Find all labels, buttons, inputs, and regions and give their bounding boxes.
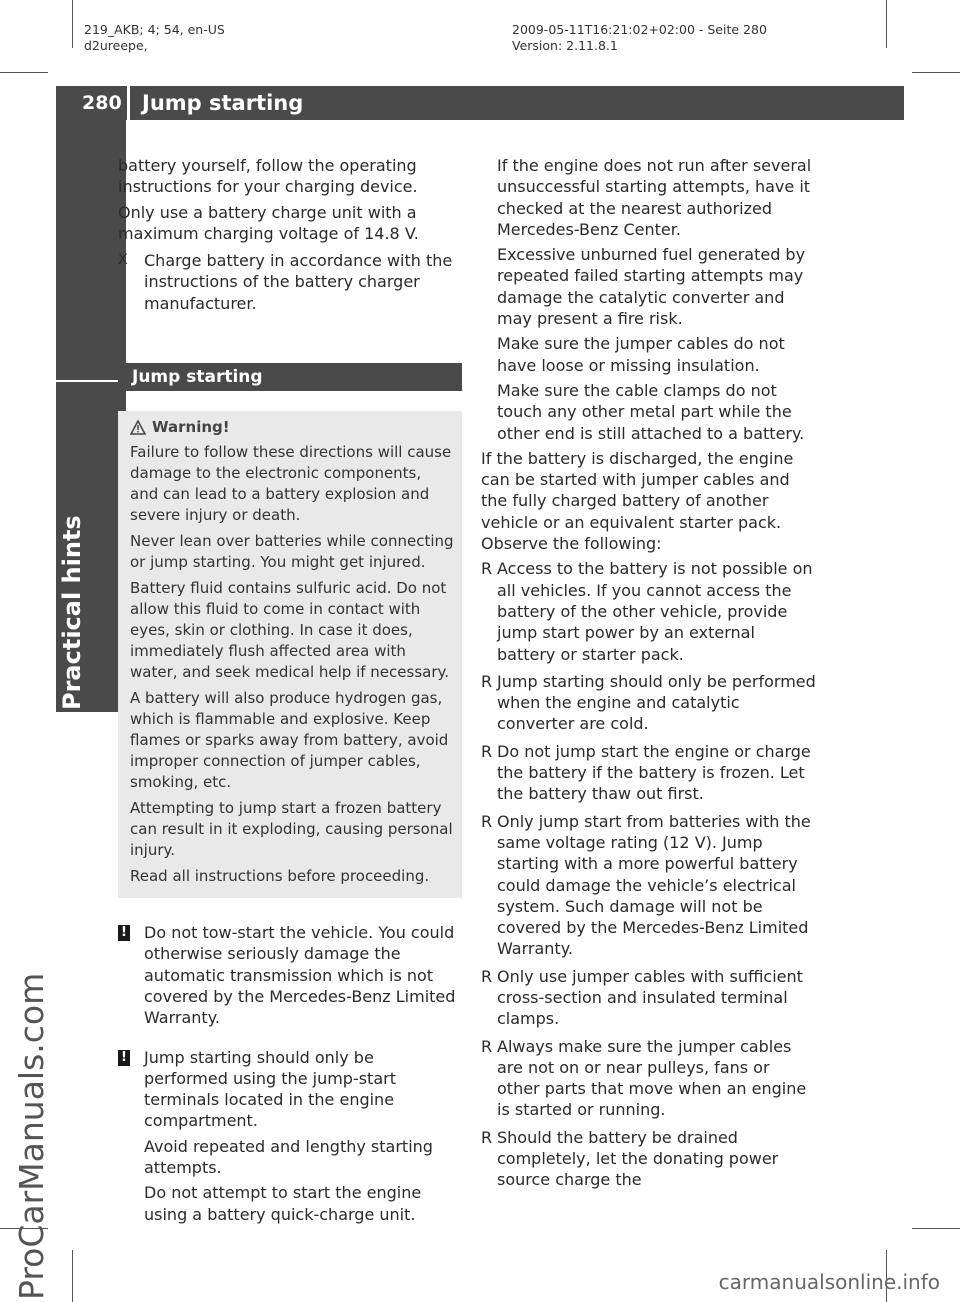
paragraph: Excessive unburned fuel generated by repeated failed starting attempts may damage the catalytic converter and may present a fire risk. xyxy=(497,245,806,329)
indented-notes xyxy=(481,155,816,444)
list-item xyxy=(481,558,816,664)
list-item xyxy=(481,1036,816,1121)
crop-mark xyxy=(912,1228,960,1229)
bullet-icon: R xyxy=(481,1036,493,1056)
note-text: Avoid repeated and lengthy starting attempts. xyxy=(144,1136,433,1178)
list-item-text: Always make sure the jumper cables are not on or near pulleys, fans or other parts that move when an engine is started or running. xyxy=(497,1036,807,1120)
bullet-icon: R xyxy=(481,559,493,579)
right-column xyxy=(481,155,816,1197)
chapter-label: Practical hints xyxy=(58,515,86,710)
step-arrow-icon: X xyxy=(118,252,128,269)
list-item xyxy=(481,811,816,960)
paragraph: Make sure the cable clamps do not touch any other metal part while the other end is still attached to a battery. xyxy=(497,380,805,443)
header-divider xyxy=(127,86,130,120)
paragraph: battery yourself, follow the operating instructions for your charging device. xyxy=(118,156,418,197)
crop-mark xyxy=(912,72,960,73)
caution-note xyxy=(118,922,462,1028)
warning-box xyxy=(118,411,462,898)
paragraph: If the battery is discharged, the engine can be started with jumper cables and the fully charged battery of another vehicle or an equivalent starter pack. Observe the following: xyxy=(481,448,794,554)
page-number: 280 xyxy=(82,92,122,114)
crop-mark xyxy=(886,0,887,48)
meta-line: Version: 2.11.8.1 xyxy=(512,38,618,53)
list-item-text: Jump starting should only be performed when the engine and catalytic converter are cold. xyxy=(497,671,816,734)
watermark-text: ProCarManuals.com xyxy=(12,972,51,1300)
note-text: Do not attempt to start the engine using a battery quick-charge unit. xyxy=(144,1183,422,1224)
note-text: Do not tow-start the vehicle. You could otherwise seriously damage the automatic transmission which is not covered by the Mercedes-Benz Limited Warranty. xyxy=(144,923,456,1028)
bullet-icon: R xyxy=(481,741,493,761)
warning-paragraph: Read all instructions before proceeding. xyxy=(130,867,430,886)
list-item-text: Access to the battery is not possible on all vehicles. If you cannot access the battery of the other vehicle, provide jump start power by an external battery or starter pack. xyxy=(497,559,813,664)
instruction-step xyxy=(118,250,462,314)
caution-icon: ! xyxy=(118,925,130,941)
bullet-icon: R xyxy=(481,811,493,831)
page-header xyxy=(56,86,904,120)
chapter-tab-top xyxy=(56,120,126,380)
paragraph: If the engine does not run after several unsuccessful starting attempts, have it checked at the nearest authorized Mercedes-Benz Center. xyxy=(497,156,812,239)
left-column xyxy=(118,155,462,1229)
caution-note xyxy=(118,1047,462,1225)
warning-paragraph: Never lean over batteries while connecting or jump starting. You might get injured. xyxy=(130,532,454,572)
bullet-list xyxy=(481,558,816,1190)
warning-triangle-icon xyxy=(130,420,146,435)
list-item-text: Should the battery be drained completely, let the donating power source charge the xyxy=(497,1127,779,1190)
warning-title xyxy=(130,417,454,438)
warning-title-text: Warning! xyxy=(152,418,230,437)
meta-line: 2009-05-11T16:21:02+02:00 - Seite 280 xyxy=(512,22,767,37)
list-item-text: Only jump start from batteries with the same voltage rating (12 V). Jump starting with a more powerful battery could damage the vehicle’s electrical system. Such damage will not be covered by the Mercedes-Benz Limited Warranty. xyxy=(497,811,811,959)
paragraph: Make sure the jumper cables do not have loose or missing insulation. xyxy=(497,334,785,375)
footer-watermark: carmanualsonline.info xyxy=(718,1270,940,1294)
caution-icon: ! xyxy=(118,1050,130,1066)
list-item-text: Only use jumper cables with sufficient cross-section and insulated terminal clamps. xyxy=(497,966,803,1029)
list-item-text: Do not jump start the engine or charge the battery if the battery is frozen. Let the battery thaw out first. xyxy=(497,741,811,804)
page-title: Jump starting xyxy=(142,91,304,115)
warning-paragraph: Battery fluid contains sulfuric acid. Do not allow this fluid to come in contact with eyes, skin or clothing. In case it does, immediately flush affected area with water, and seek medical help if necessary. xyxy=(130,579,450,682)
warning-paragraph: Failure to follow these directions will cause damage to the electronic components, and can lead to a battery explosion and severe injury or death. xyxy=(130,443,452,525)
warning-paragraph: A battery will also produce hydrogen gas, which is flammable and explosive. Keep flames or sparks away from battery, avoid improper connection of jumper cables, smoking, etc. xyxy=(130,689,449,792)
paragraph: Only use a battery charge unit with a maximum charging voltage of 14.8 V. xyxy=(118,202,419,243)
print-meta-left xyxy=(84,22,225,54)
step-text: Charge battery in accordance with the instructions of the battery charger manufacturer. xyxy=(144,251,453,313)
crop-mark xyxy=(72,1250,73,1302)
bullet-icon: R xyxy=(481,966,493,986)
bullet-icon: R xyxy=(481,1127,493,1147)
print-meta-right xyxy=(512,22,767,54)
bullet-icon: R xyxy=(481,671,493,691)
warning-paragraph: Attempting to jump start a frozen battery can result in it exploding, causing personal injury. xyxy=(130,799,453,860)
list-item xyxy=(481,966,816,1030)
list-item xyxy=(481,671,816,735)
section-heading: Jump starting xyxy=(118,363,462,391)
note-text: Jump starting should only be performed using the jump-start terminals located in the engine compartment. xyxy=(144,1047,396,1131)
meta-line: d2ureepe, xyxy=(84,38,148,53)
crop-mark xyxy=(0,72,48,73)
list-item xyxy=(481,1127,816,1191)
meta-line: 219_AKB; 4; 54, en-US xyxy=(84,22,225,37)
list-item xyxy=(481,741,816,805)
crop-mark xyxy=(72,0,73,48)
